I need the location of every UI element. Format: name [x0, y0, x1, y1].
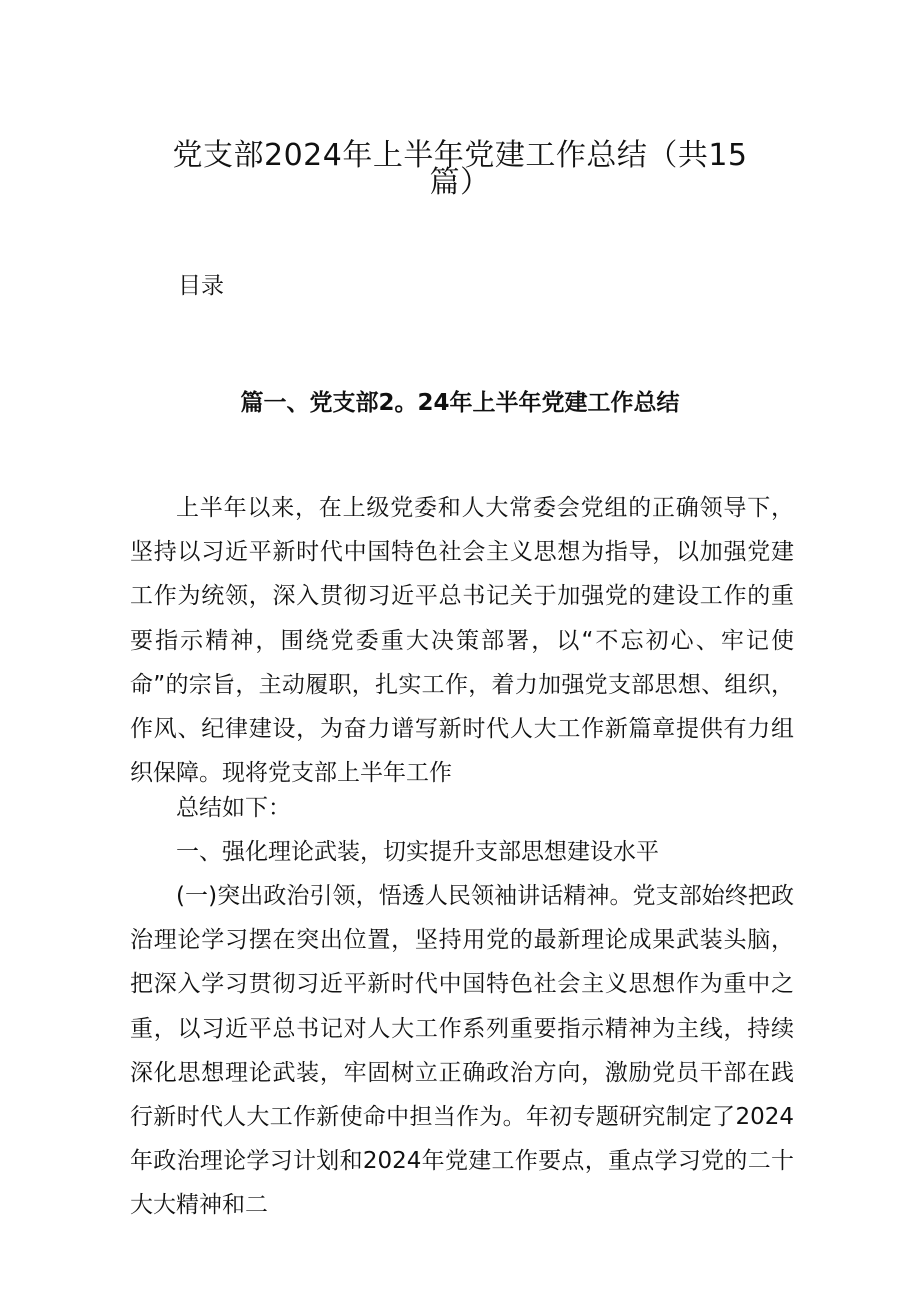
body-paragraph: 上半年以来，在上级党委和人大常委会党组的正确领导下，坚持以习近平新时代中国特色社会主义思想为指导，以加强党建工作为统领，深入贯彻习近平总书记关于加强党的建设工作的重要指示精神，围绕党委重大决策部署，以“不忘初心、牢记使命”的宗旨，主动履职，扎实工作，着力加强党支部思想、组织，作风、纪律建设，为奋力谱写新时代人大工作新篇章提供有力组织保障。现将党支部上半年工作	[130, 495, 794, 787]
subsection-heading: 一、强化理论武装，切实提升支部思想建设水平	[176, 839, 659, 865]
body-paragraph: (一)突出政治引领，悟透人民领袖讲话精神。党支部始终把政治理论学习摆在突出位置，坚持用党的最新理论成果武装头脑，把深入学习贯彻习近平新时代中国特色社会主义思想作为重中之重，以习近平总书记对人大工作系列重要指示精神为主线，持续深化思想理论武装，牢固树立正确政治方向，激励党员干部在践行新时代人大工作新使命中担当作为。年初专题研究制定了2024年政治理论学习计划和2024年党建工作要点，重点学习党的二十大大精神和二	[130, 883, 794, 1219]
document-title-line-2: 篇）	[429, 165, 491, 200]
document-title-line-1: 党支部2024年上半年党建工作总结（共15	[172, 138, 748, 173]
toc-label: 目录	[178, 273, 224, 299]
section-heading: 篇一、党支部2。24年上半年党建工作总结	[240, 390, 680, 416]
body-paragraph: 总结如下：	[176, 795, 291, 821]
